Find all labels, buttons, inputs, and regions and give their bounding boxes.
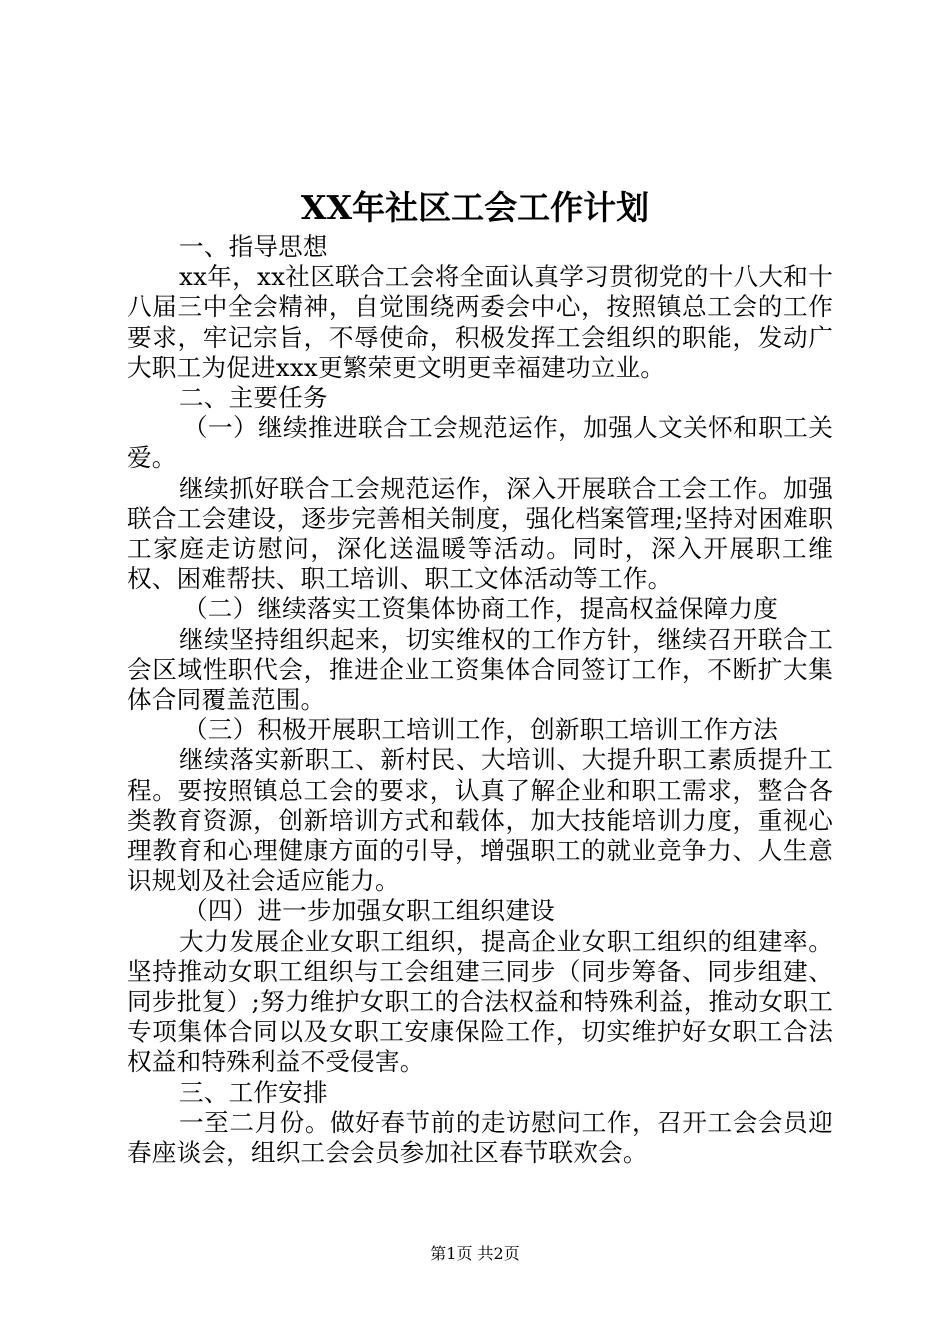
paragraph: xx年，xx社区联合工会将全面认真学习贯彻党的十八大和十八届三中全会精神，自觉围绕两委会中心，按照镇总工会的工作要求，牢记宗旨，不辱使命，积极发挥工会组织的职能，发动广大职工为促进xxx更繁荣更文明更幸福建功立业。 bbox=[127, 262, 833, 382]
subsection-heading: （二）继续落实工资集体协商工作，提高权益保障力度 bbox=[183, 594, 779, 624]
paragraph: 一至二月份。做好春节前的走访慰问工作，召开工会会员迎春座谈会，组织工会会员参加社区春节联欢会。 bbox=[127, 1107, 833, 1168]
document-body bbox=[127, 232, 833, 1168]
subsection-heading: （一）继续推进联合工会规范运作，加强人文关怀和职工关爱。 bbox=[127, 413, 833, 473]
paragraph: 大力发展企业女职工组织，提高企业女职工组织的组建率。坚持推动女职工组织与工会组建三同步（同步筹备、同步组建、同步批复）;努力维护女职工的合法权益和特殊利益，推动女职工专项集体合同以及女职工安康保险工作，切实维护好女职工合法权益和特殊利益不受侵害。 bbox=[127, 926, 833, 1077]
subsection-heading: （三）积极开展职工培训工作，创新职工培训工作方法 bbox=[183, 715, 779, 745]
document-title: XX年社区工会工作计划 bbox=[300, 188, 650, 227]
section-heading: 二、主要任务 bbox=[179, 383, 328, 413]
section-heading: 三、工作安排 bbox=[179, 1077, 328, 1107]
subsection-heading: （四）进一步加强女职工组织建设 bbox=[183, 896, 555, 926]
paragraph: 继续坚持组织起来，切实维权的工作方针，继续召开联合工会区域性职代会，推进企业工资集体合同签订工作，不断扩大集体合同覆盖范围。 bbox=[127, 624, 833, 715]
paragraph: 继续抓好联合工会规范运作，深入开展联合工会工作。加强联合工会建设，逐步完善相关制度，强化档案管理;坚持对困难职工家庭走访慰问，深化送温暖等活动。同时，深入开展职工维权、困难帮扶、职工培训、职工文体活动等工作。 bbox=[127, 473, 833, 594]
paragraph: 继续落实新职工、新村民、大培训、大提升职工素质提升工程。要按照镇总工会的要求，认真了解企业和职工需求，整合各类教育资源，创新培训方式和载体，加大技能培训力度，重视心理教育和心理健康方面的引导，增强职工的就业竞争力、人生意识规划及社会适应能力。 bbox=[127, 745, 833, 896]
page-footer: 第1页 共2页 bbox=[430, 1244, 520, 1263]
section-heading: 一、指导思想 bbox=[179, 232, 328, 261]
